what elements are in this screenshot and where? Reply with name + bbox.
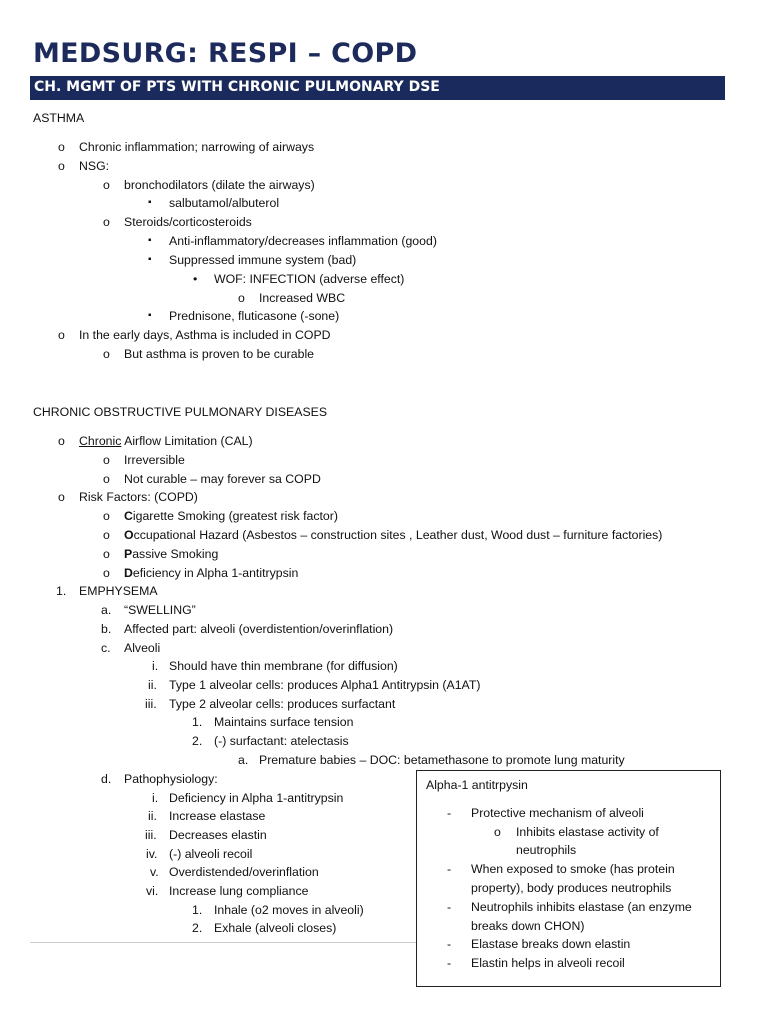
list-item: In the early days, Asthma is included in COPD — [79, 328, 331, 342]
underlined-word: Chronic — [79, 434, 122, 448]
bullet-circle-icon: o — [494, 825, 501, 839]
acronym-letter: P — [124, 547, 133, 561]
list-item: Risk Factors: (COPD) — [79, 490, 198, 504]
list-item-text: assive Smoking — [132, 547, 219, 561]
chapter-band — [30, 76, 725, 100]
list-letter: d. — [101, 772, 112, 786]
bullet-circle-icon: o — [103, 509, 110, 523]
note-item: When exposed to smoke (has protein — [471, 862, 675, 876]
bullet-circle-icon: o — [58, 328, 65, 342]
bullet-circle-icon: o — [58, 490, 65, 504]
list-item: Irreversible — [124, 453, 185, 467]
list-number: 1. — [56, 584, 67, 598]
list-item-text: igarette Smoking (greatest risk factor) — [132, 509, 338, 523]
list-letter: a. — [101, 603, 112, 617]
bullet-dash-icon: - — [447, 956, 452, 970]
bullet-circle-icon: o — [103, 472, 110, 486]
copd-heading: CHRONIC OBSTRUCTIVE PULMONARY DISEASES — [33, 405, 328, 419]
list-item: Increase lung compliance — [169, 884, 309, 898]
list-letter: b. — [101, 622, 112, 636]
bullet-square-icon: ▪ — [148, 235, 152, 246]
list-item: Decreases elastin — [169, 828, 267, 842]
bullet-circle-icon: o — [58, 140, 65, 154]
bullet-dash-icon: - — [447, 862, 452, 876]
list-roman: iii. — [145, 697, 157, 711]
list-item — [124, 546, 218, 562]
bullet-dash-icon: - — [447, 900, 452, 914]
list-item — [124, 508, 338, 524]
list-roman: v. — [150, 865, 159, 879]
list-item: salbutamol/albuterol — [169, 196, 280, 210]
note-item: Protective mechanism of alveoli — [471, 806, 644, 820]
list-item: Premature babies – DOC: betamethasone to promote lung maturity — [259, 753, 625, 767]
list-item: Overdistended/overinflation — [169, 865, 319, 879]
acronym-letter: D — [124, 566, 133, 580]
note-item: Neutrophils inhibits elastase (an enzyme — [471, 900, 692, 914]
list-item: bronchodilators (dilate the airways) — [124, 178, 315, 192]
note-item: Elastase breaks down elastin — [471, 937, 631, 951]
list-roman: ii. — [148, 678, 157, 692]
bullet-circle-icon: o — [58, 434, 65, 448]
list-item: Prednisone, fluticasone (-sone) — [169, 309, 340, 323]
list-item: Alveoli — [124, 641, 161, 655]
bullet-dot-icon: • — [193, 272, 198, 286]
list-item: (-) alveoli recoil — [169, 847, 253, 861]
bullet-square-icon: ▪ — [148, 197, 152, 208]
list-item: Increased WBC — [259, 291, 346, 305]
list-roman: i. — [152, 791, 159, 805]
list-roman: vi. — [146, 884, 159, 898]
list-item: NSG: — [79, 159, 110, 173]
list-item: Not curable – may forever sa COPD — [124, 472, 321, 486]
list-item: Pathophysiology: — [124, 772, 218, 786]
bullet-circle-icon: o — [238, 291, 245, 305]
chapter-heading: CH. MGMT OF PTS WITH CHRONIC PULMONARY DSE — [34, 79, 440, 95]
list-item: Steroids/corticosteroids — [124, 215, 252, 229]
bullet-circle-icon: o — [103, 566, 110, 580]
acronym-letter: C — [124, 509, 133, 523]
footer-divider — [30, 942, 416, 943]
list-item: But asthma is proven to be curable — [124, 347, 315, 361]
list-letter: a. — [238, 753, 249, 767]
list-number: 1. — [192, 715, 203, 729]
list-letter: c. — [101, 641, 111, 655]
bullet-square-icon: ▪ — [148, 254, 152, 265]
list-item: (-) surfactant: atelectasis — [214, 734, 349, 748]
bullet-dash-icon: - — [447, 937, 452, 951]
list-item: Type 1 alveolar cells: produces Alpha1 Antitrypsin (A1AT) — [169, 678, 481, 692]
bullet-circle-icon: o — [103, 528, 110, 542]
list-roman: i. — [152, 659, 159, 673]
note-item: Elastin helps in alveoli recoil — [471, 956, 625, 970]
note-item: property), body produces neutrophils — [471, 881, 672, 895]
list-item-text: ccupational Hazard (Asbestos – construction sites , Leather dust, Wood dust – furniture factories) — [133, 528, 663, 542]
list-number: 2. — [192, 734, 203, 748]
list-item — [124, 565, 298, 581]
alpha1-note-box — [416, 770, 721, 987]
list-item: Affected part: alveoli (overdistention/overinflation) — [124, 622, 394, 636]
list-item: Type 2 alveolar cells: produces surfactant — [169, 697, 396, 711]
list-item: Exhale (alveoli closes) — [214, 921, 337, 935]
bullet-circle-icon: o — [58, 159, 65, 173]
bullet-circle-icon: o — [103, 453, 110, 467]
bullet-circle-icon: o — [103, 347, 110, 361]
list-item: WOF: INFECTION (adverse effect) — [214, 272, 405, 286]
bullet-circle-icon: o — [103, 178, 110, 192]
bullet-square-icon: ▪ — [148, 310, 152, 321]
list-item: Should have thin membrane (for diffusion) — [169, 659, 398, 673]
note-title: Alpha-1 antitrpysin — [426, 778, 528, 792]
note-item: neutrophils — [516, 843, 577, 857]
note-item: breaks down CHON) — [471, 919, 585, 933]
list-item: “SWELLING” — [124, 603, 196, 617]
list-roman: ii. — [148, 809, 157, 823]
list-item — [124, 527, 662, 543]
list-roman: iii. — [145, 828, 157, 842]
list-item: Inhale (o2 moves in alveoli) — [214, 903, 364, 917]
list-roman: iv. — [146, 847, 158, 861]
list-item-text: eficiency in Alpha 1-antitrypsin — [132, 566, 299, 580]
list-item: Suppressed immune system (bad) — [169, 253, 357, 267]
note-item: Inhibits elastase activity of — [516, 825, 659, 839]
list-item: Anti-inflammatory/decreases inflammation (good) — [169, 234, 437, 248]
bullet-dash-icon: - — [447, 806, 452, 820]
page-title: MEDSURG: RESPI – COPD — [33, 38, 418, 69]
bullet-circle-icon: o — [103, 547, 110, 561]
list-item-text: Airflow Limitation (CAL) — [121, 434, 253, 448]
list-item — [79, 433, 253, 449]
list-number: 1. — [192, 903, 203, 917]
asthma-heading: ASTHMA — [33, 111, 85, 125]
list-number: 2. — [192, 921, 203, 935]
acronym-letter: O — [124, 528, 134, 542]
emphysema-heading: EMPHYSEMA — [79, 584, 158, 598]
bullet-circle-icon: o — [103, 215, 110, 229]
list-item: Maintains surface tension — [214, 715, 354, 729]
list-item: Increase elastase — [169, 809, 266, 823]
list-item: Deficiency in Alpha 1-antitrypsin — [169, 791, 344, 805]
list-item: Chronic inflammation; narrowing of airways — [79, 140, 315, 154]
